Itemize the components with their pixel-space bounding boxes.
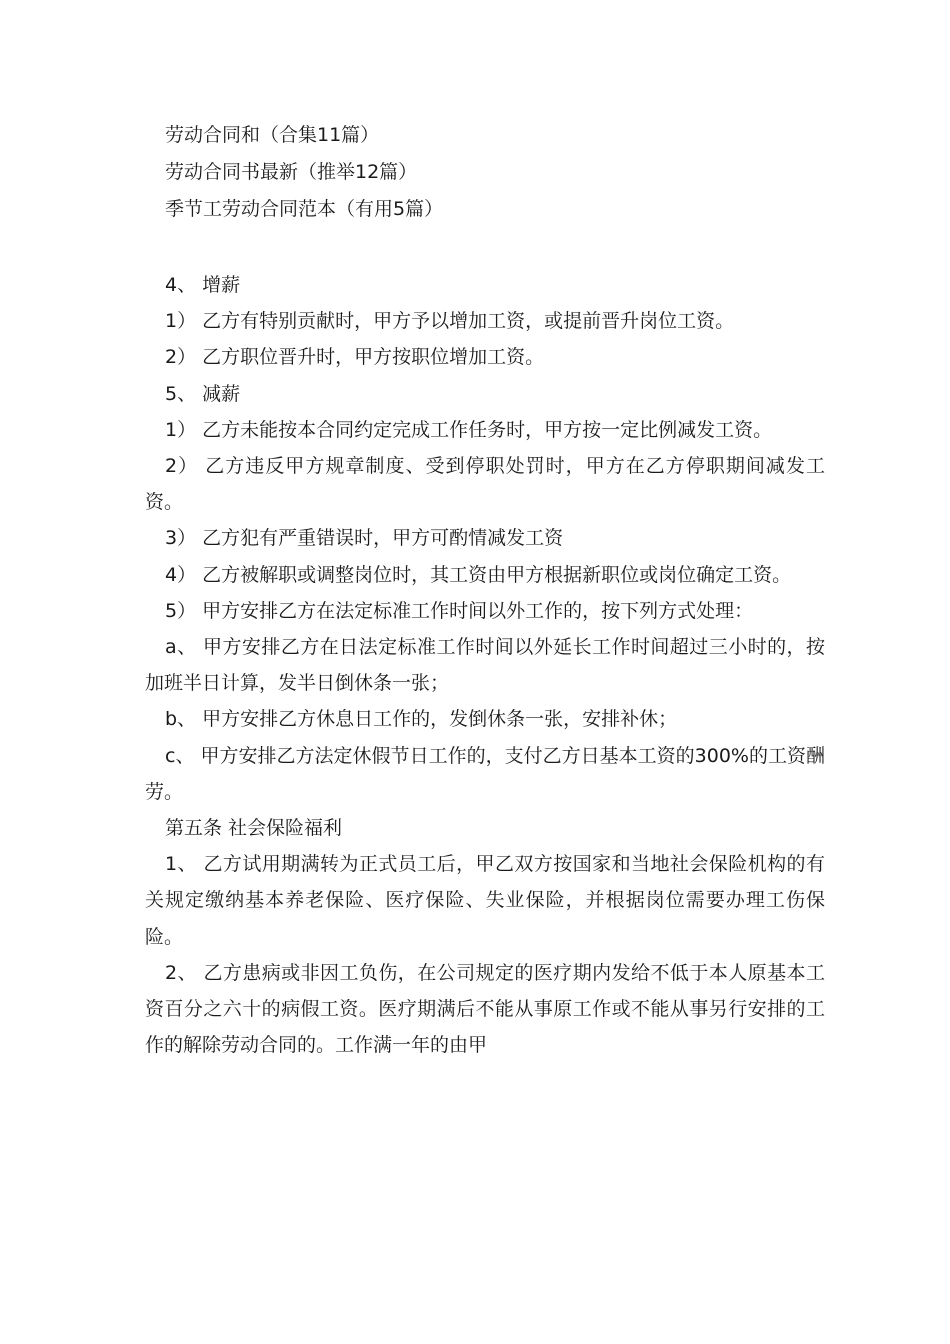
document-body	[145, 267, 825, 1063]
clause-paragraph: 5） 甲方安排乙方在法定标准工作时间以外工作的，按下列方式处理：	[165, 599, 754, 622]
related-article-link[interactable]: 劳动合同和（合集11篇）	[165, 124, 380, 146]
clause-paragraph: 2） 乙方违反甲方规章制度、受到停职处罚时，甲方在乙方停职期间减发工资。	[145, 455, 825, 514]
clause-paragraph: 1、 乙方试用期满转为正式员工后，甲乙双方按国家和当地社会保险机构的有关规定缴纳基本养老保险、医疗保险、失业保险，并根据岗位需要办理工伤保险。	[145, 853, 825, 948]
clause-paragraph: c、 甲方安排乙方法定休假节日工作的，支付乙方日基本工资的300%的工资酬劳。	[145, 744, 825, 803]
clause-paragraph: 2、 乙方患病或非因工负伤，在公司规定的医疗期内发给不低于本人原基本工资百分之六十的病假工资。医疗期满后不能从事原工作或不能从事另行安排的工作的解除劳动合同的。工作满一年的由甲	[145, 961, 825, 1057]
section-heading: 4、 增薪	[165, 274, 241, 296]
article-heading: 第五条 社会保险福利	[165, 817, 343, 840]
clause-paragraph: b、 甲方安排乙方休息日工作的，发倒休条一张，安排补休；	[165, 708, 678, 731]
clause-paragraph: a、 甲方安排乙方在日法定标准工作时间以外延长工作时间超过三小时的，按加班半日计算，发半日倒休条一张；	[145, 636, 825, 695]
clause-paragraph: 1） 乙方有特别贡献时，甲方予以增加工资，或提前晋升岗位工资。	[165, 310, 735, 333]
clause-paragraph: 4） 乙方被解职或调整岗位时，其工资由甲方根据新职位或岗位确定工资。	[165, 563, 792, 586]
clause-paragraph: 2） 乙方职位晋升时，甲方按职位增加工资。	[165, 346, 545, 369]
related-articles-list	[165, 117, 865, 228]
related-article-link[interactable]: 季节工劳动合同范本（有用5篇）	[165, 198, 444, 220]
clause-paragraph: 3） 乙方犯有严重错误时，甲方可酌情减发工资	[165, 527, 564, 550]
clause-paragraph: 1） 乙方未能按本合同约定完成工作任务时，甲方按一定比例减发工资。	[165, 418, 773, 441]
related-article-link[interactable]: 劳动合同书最新（推举12篇）	[165, 161, 418, 183]
section-heading: 5、 减薪	[165, 382, 241, 405]
